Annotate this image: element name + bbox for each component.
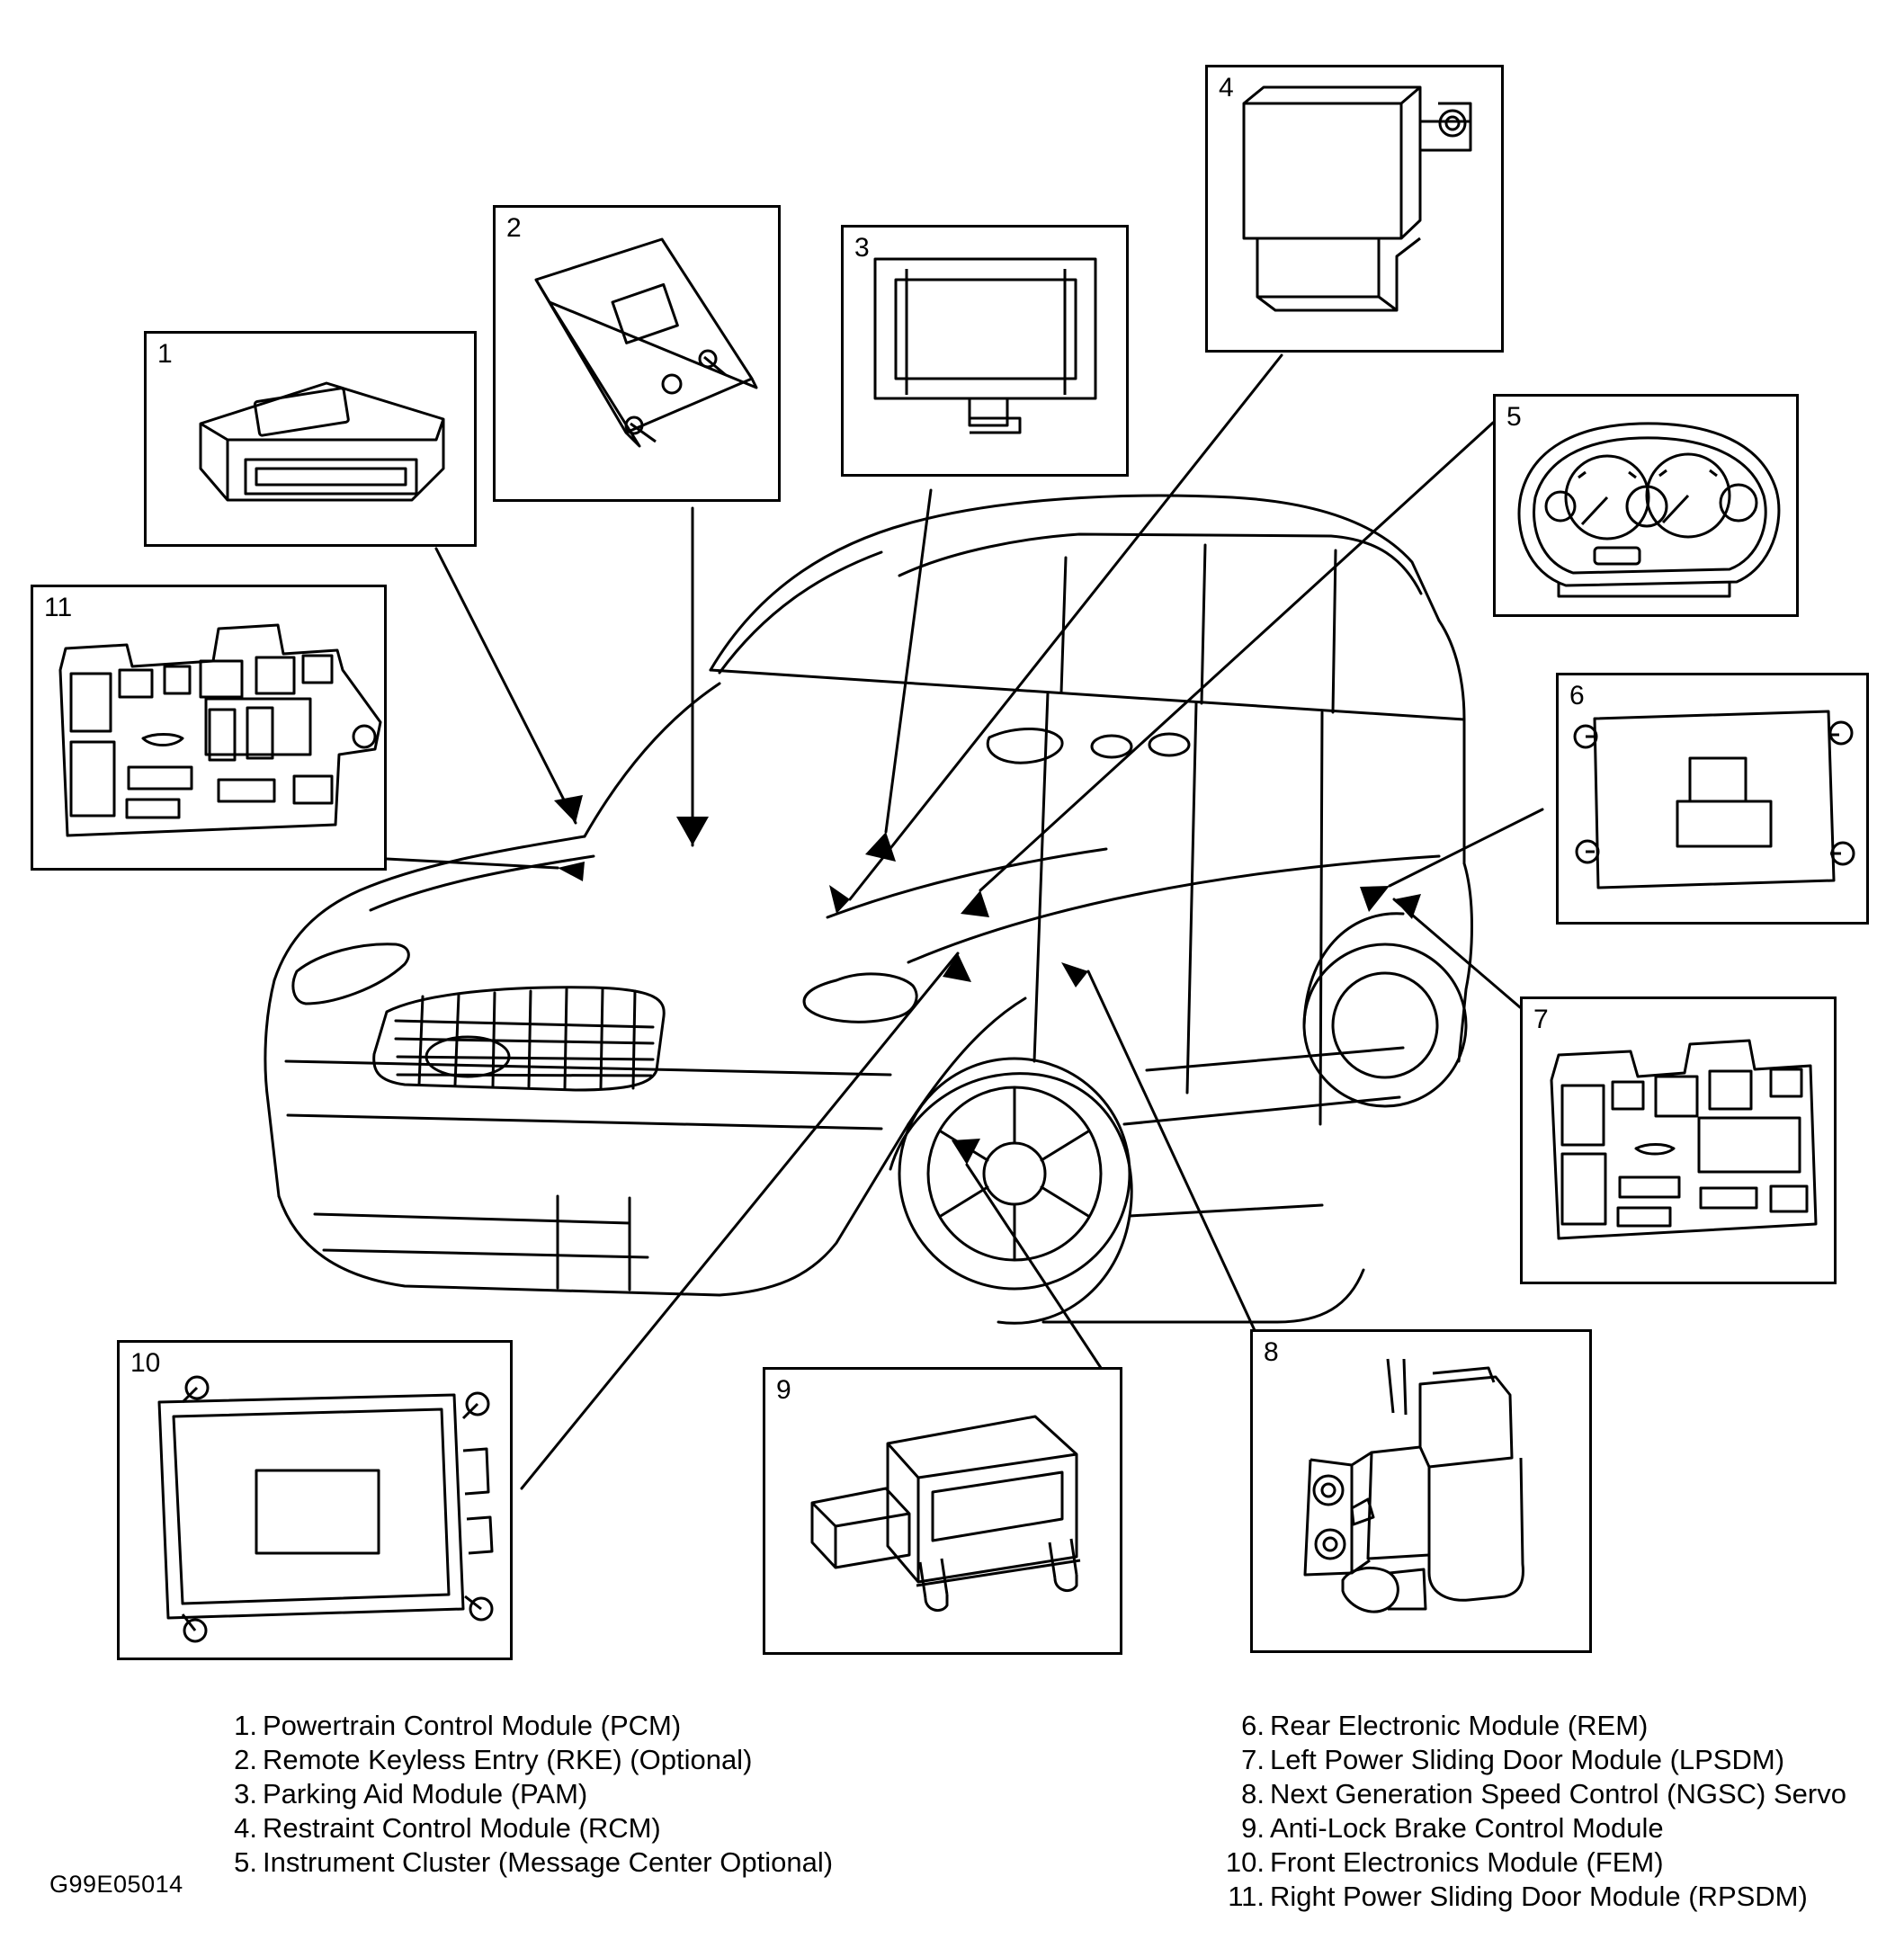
legend-number: 6. (1241, 1710, 1265, 1741)
callout-box-2[interactable] (493, 205, 781, 502)
callout-box-4[interactable] (1205, 65, 1504, 353)
callout-number-2: 2 (506, 213, 522, 243)
legend-text: Remote Keyless Entry (RKE) (Optional) (263, 1744, 753, 1775)
callout-number-7: 7 (1533, 1005, 1549, 1034)
callout-number-6: 6 (1569, 681, 1585, 710)
fem-illustration (120, 1343, 515, 1663)
callout-number-9: 9 (776, 1375, 791, 1405)
legend-item (216, 1777, 899, 1811)
legend-text: Rear Electronic Module (REM) (1270, 1710, 1649, 1741)
callout-box-8[interactable] (1250, 1329, 1592, 1653)
leader-arrowheads (554, 795, 1421, 1165)
abs-module-illustration (765, 1370, 1125, 1658)
legend-item (1223, 1811, 1904, 1845)
callout-box-6[interactable] (1556, 673, 1869, 925)
legend-number: 8. (1241, 1778, 1265, 1810)
legend-column-left (216, 1709, 899, 1880)
instrument-cluster-illustration (1496, 397, 1801, 620)
callout-number-4: 4 (1219, 73, 1234, 103)
lpsdm-illustration (1523, 999, 1839, 1287)
rcm-illustration (1208, 67, 1506, 355)
figure-code: G99E05014 (49, 1871, 183, 1898)
legend-item (1223, 1777, 1904, 1811)
callout-box-1[interactable] (144, 331, 477, 547)
legend-number: 11. (1228, 1881, 1265, 1912)
callout-box-5[interactable] (1493, 394, 1799, 617)
callout-box-3[interactable] (841, 225, 1129, 477)
callout-number-3: 3 (854, 233, 870, 263)
legend-item (216, 1709, 899, 1743)
legend (216, 1709, 1846, 1916)
pcm-illustration (147, 334, 479, 550)
legend-number: 1. (234, 1710, 257, 1741)
legend-column-right (1223, 1709, 1904, 1914)
legend-text: Next Generation Speed Control (NGSC) Servo (1270, 1778, 1846, 1810)
legend-text: Parking Aid Module (PAM) (263, 1778, 588, 1810)
ngsc-servo-illustration (1253, 1332, 1595, 1656)
legend-number: 9. (1241, 1812, 1265, 1844)
legend-text: Instrument Cluster (Message Center Optional) (263, 1846, 834, 1878)
legend-number: 5. (234, 1846, 257, 1878)
callout-box-10[interactable] (117, 1340, 513, 1660)
legend-item (1223, 1743, 1904, 1777)
callout-number-5: 5 (1506, 402, 1522, 432)
rpsdm-illustration (33, 587, 389, 873)
callout-box-11[interactable] (31, 585, 387, 871)
legend-number: 4. (234, 1812, 257, 1844)
legend-text: Right Power Sliding Door Module (RPSDM) (1270, 1881, 1808, 1912)
callout-number-1: 1 (157, 339, 173, 369)
legend-number: 3. (234, 1778, 257, 1810)
legend-number: 2. (234, 1744, 257, 1775)
legend-item (1223, 1880, 1904, 1914)
legend-item (1223, 1709, 1904, 1743)
legend-item (216, 1743, 899, 1777)
callout-number-10: 10 (130, 1348, 161, 1378)
legend-number: 10. (1225, 1846, 1265, 1878)
leader-lines (387, 355, 1542, 1488)
legend-number: 7. (1241, 1744, 1265, 1775)
legend-text: Front Electronics Module (FEM) (1270, 1846, 1664, 1878)
minivan-outline (265, 496, 1472, 1323)
legend-text: Powertrain Control Module (PCM) (263, 1710, 682, 1741)
rke-illustration (496, 208, 783, 505)
legend-item (1223, 1845, 1904, 1880)
callout-number-8: 8 (1264, 1337, 1279, 1367)
callout-box-7[interactable] (1520, 996, 1837, 1284)
callout-box-9[interactable] (763, 1367, 1122, 1655)
callout-number-11: 11 (44, 593, 73, 622)
legend-item (216, 1811, 899, 1845)
legend-item (216, 1845, 899, 1880)
rem-illustration (1559, 675, 1872, 927)
legend-text: Restraint Control Module (RCM) (263, 1812, 661, 1844)
pam-illustration (844, 228, 1131, 479)
legend-text: Anti-Lock Brake Control Module (1270, 1812, 1664, 1844)
legend-text: Left Power Sliding Door Module (LPSDM) (1270, 1744, 1785, 1775)
